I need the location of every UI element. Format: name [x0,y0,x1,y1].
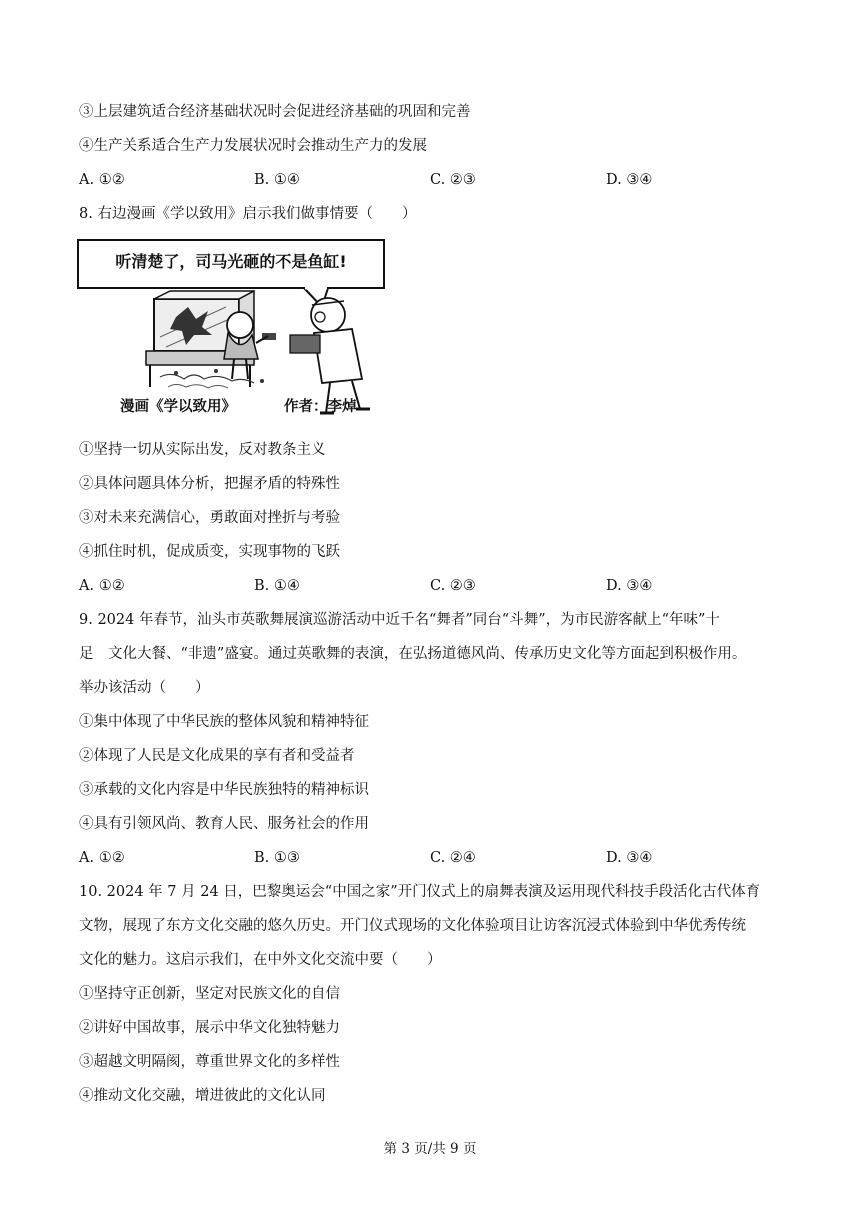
q9-stem-line-2: 足 文化大餐、“非遗”盛宴。通过英歌舞的表演，在弘扬道德风尚、传承历史文化等方面起到积极作用。 [79,646,747,662]
cartoon-speech-text: 听清楚了，司马光砸的不是鱼缸! [115,252,347,271]
q9-option-c[interactable]: C. ②④ [430,850,476,866]
q7-option-b[interactable]: B. ①④ [254,172,300,188]
q7-option-d[interactable]: D. ③④ [606,172,653,188]
q9-statement-3: ③承载的文化内容是中华民族独特的精神标识 [79,782,369,798]
q8-statement-4: ④抓住时机，促成质变，实现事物的飞跃 [79,544,340,560]
q8-statement-1: ①坚持一切从实际出发，反对教条主义 [79,442,326,458]
q8-option-c[interactable]: C. ②③ [430,578,476,594]
q9-statement-4: ④具有引领风尚、教育人民、服务社会的作用 [79,816,369,832]
q7-statement-4: ④生产关系适合生产力发展状况时会推动生产力的发展 [79,138,427,154]
cartoon-illustration [76,237,406,427]
page-footer: 第 3 页/共 9 页 [383,1141,477,1157]
q9-stem-line-3: 举办该活动（ ） [79,680,210,696]
q10-stem-line-3: 文化的魅力。这启示我们，在中外文化交流中要（ ） [79,952,442,968]
q8-stem: 8. 右边漫画《学以致用》启示我们做事情要（ ） [79,206,417,222]
q8-statement-2: ②具体问题具体分析，把握矛盾的特殊性 [79,476,340,492]
q9-option-d[interactable]: D. ③④ [606,850,653,866]
q10-statement-2: ②讲好中国故事，展示中华文化独特魅力 [79,1020,340,1036]
q9-option-a[interactable]: A. ①② [79,850,125,866]
q9-statement-1: ①集中体现了中华民族的整体风貌和精神特征 [79,714,369,730]
q9-option-b[interactable]: B. ①③ [254,850,300,866]
q10-statement-4: ④推动文化交融，增进彼此的文化认同 [79,1088,326,1104]
cartoon-caption-title: 漫画《学以致用》 [120,399,236,415]
q8-statement-3: ③对未来充满信心，勇敢面对挫折与考验 [79,510,340,526]
cartoon-caption-author: 作者：李焯 [284,399,357,415]
q8-option-a[interactable]: A. ①② [79,578,125,594]
q7-option-c[interactable]: C. ②③ [430,172,476,188]
q10-statement-1: ①坚持守正创新，坚定对民族文化的自信 [79,986,340,1002]
q10-stem-line-1: 10. 2024 年 7 月 24 日，巴黎奥运会“中国之家”开门仪式上的扇舞表演及运用现代科技手段活化古代体育 [79,884,761,900]
q9-stem-line-1: 9. 2024 年春节，汕头市英歌舞展演巡游活动中近千名“舞者”同台“斗舞”，为市民游客献上“年味”十 [79,612,720,628]
q9-statement-2: ②体现了人民是文化成果的享有者和受益者 [79,748,355,764]
q10-statement-3: ③超越文明隔阂，尊重世界文化的多样性 [79,1054,340,1070]
q8-option-b[interactable]: B. ①④ [254,578,300,594]
q8-option-d[interactable]: D. ③④ [606,578,653,594]
q10-stem-line-2: 文物，展现了东方文化交融的悠久历史。开门仪式现场的文化体验项目让访客沉浸式体验到中华优秀传统 [79,918,746,934]
q7-option-a[interactable]: A. ①② [79,172,125,188]
q7-statement-3: ③上层建筑适合经济基础状况时会促进经济基础的巩固和完善 [79,104,471,120]
